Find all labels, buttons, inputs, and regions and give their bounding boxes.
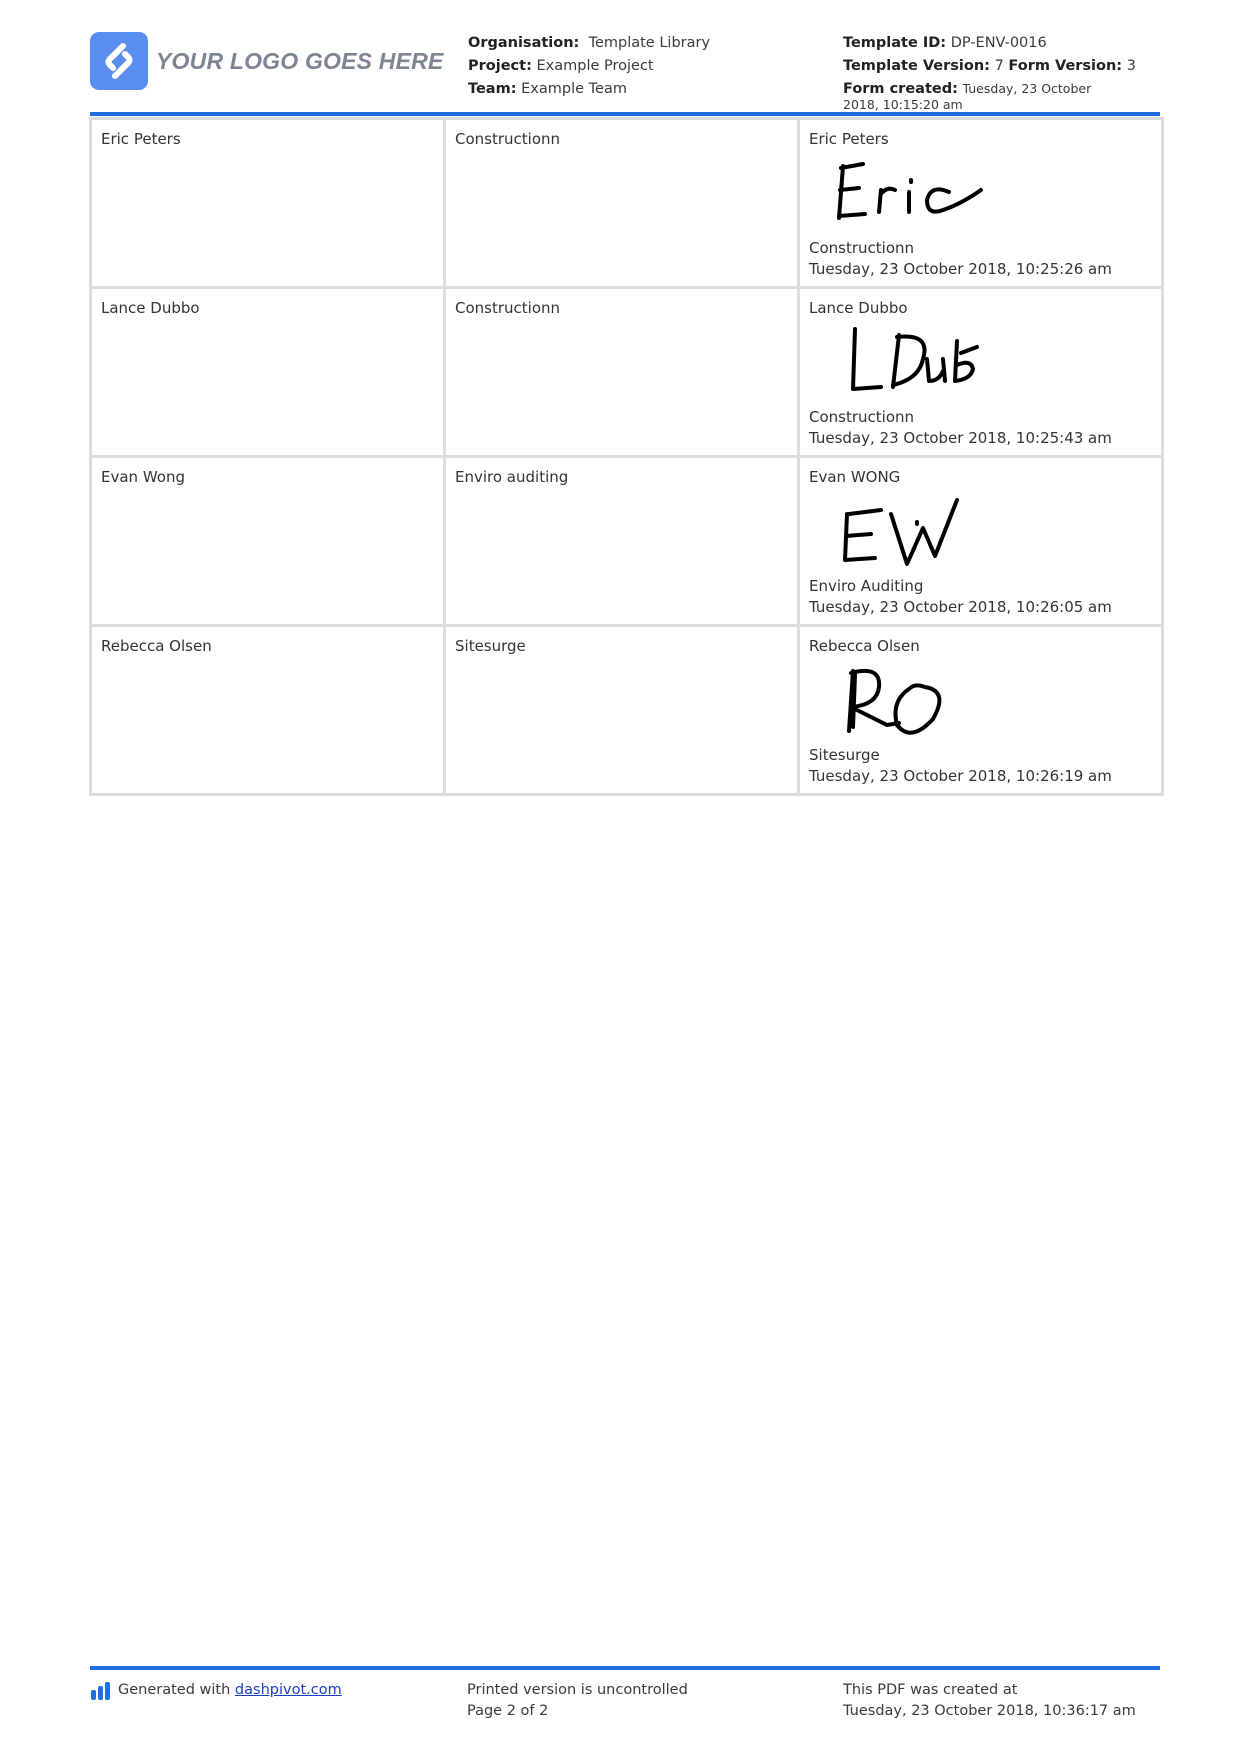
signature-timestamp: Tuesday, 23 October 2018, 10:26:05 am [809,598,1112,616]
company-logo [90,32,444,90]
table-row [91,288,1163,457]
signature-company: Constructionn [809,408,915,426]
footer-created [843,1680,1136,1722]
organisation-label: Organisation: [468,35,580,51]
signature-details [809,745,1112,787]
footer-generated [90,1680,342,1701]
template-id-value: DP-ENV-0016 [950,35,1047,51]
signature-image [831,661,1001,741]
form-created-value: Tuesday, 23 October 2018, 10:15:20 am [843,81,1092,112]
uncontrolled-notice: Printed version is uncontrolled [467,1682,688,1698]
project-info [468,32,710,101]
logo-icon [90,32,148,90]
template-info [843,32,1136,113]
signature-image [831,323,1001,403]
attendee-name: Eric Peters [91,119,445,288]
signature-timestamp: Tuesday, 23 October 2018, 10:26:19 am [809,767,1112,785]
signer-name: Rebecca Olsen [809,637,920,655]
dashpivot-link[interactable]: dashpivot.com [234,1682,342,1698]
logo-text: YOUR LOGO GOES HERE [156,47,444,74]
created-label: This PDF was created at [843,1682,1018,1698]
project-value: Example Project [536,58,654,74]
project-label: Project: [468,58,532,74]
attendee-name: Rebecca Olsen [91,626,445,795]
signature-timestamp: Tuesday, 23 October 2018, 10:25:26 am [809,260,1112,278]
header-divider [90,112,1160,116]
team-value: Example Team [521,81,627,97]
template-version-value: 7 [994,58,1004,74]
signer-name: Evan WONG [809,468,901,486]
table-row [91,457,1163,626]
footer-divider [90,1666,1160,1670]
signature-cell [799,119,1163,288]
attendee-name: Evan Wong [91,457,445,626]
signature-details [809,407,1112,449]
signer-name: Lance Dubbo [809,299,908,317]
attendee-name: Lance Dubbo [91,288,445,457]
table-row [91,119,1163,288]
form-version-label: Form Version: [1008,58,1123,74]
signature-image [831,154,1001,234]
organisation-value: Template Library [588,35,711,51]
attendee-company: Enviro auditing [445,457,799,626]
signature-details [809,576,1112,618]
signature-cell [799,288,1163,457]
page-number: Page 2 of 2 [467,1703,549,1719]
attendance-table [89,117,1164,796]
attendee-company: Constructionn [445,288,799,457]
signature-cell [799,457,1163,626]
created-timestamp: Tuesday, 23 October 2018, 10:36:17 am [843,1703,1136,1719]
signature-cell [799,626,1163,795]
attendee-company: Sitesurge [445,626,799,795]
signature-company: Constructionn [809,239,915,257]
signature-image [831,492,1001,572]
page-header [90,28,1158,114]
attendee-company: Constructionn [445,119,799,288]
form-version-value: 3 [1126,58,1136,74]
template-version-label: Template Version: [843,58,990,74]
signature-details [809,238,1112,280]
form-created-label: Form created: [843,81,958,97]
dashpivot-icon [90,1681,112,1701]
footer-page-info [467,1680,688,1722]
signer-name: Eric Peters [809,130,889,148]
team-label: Team: [468,81,517,97]
generated-text: Generated with [118,1682,231,1698]
signature-company: Sitesurge [809,746,880,764]
template-id-label: Template ID: [843,35,947,51]
signature-company: Enviro Auditing [809,577,924,595]
signature-timestamp: Tuesday, 23 October 2018, 10:25:43 am [809,429,1112,447]
table-row [91,626,1163,795]
